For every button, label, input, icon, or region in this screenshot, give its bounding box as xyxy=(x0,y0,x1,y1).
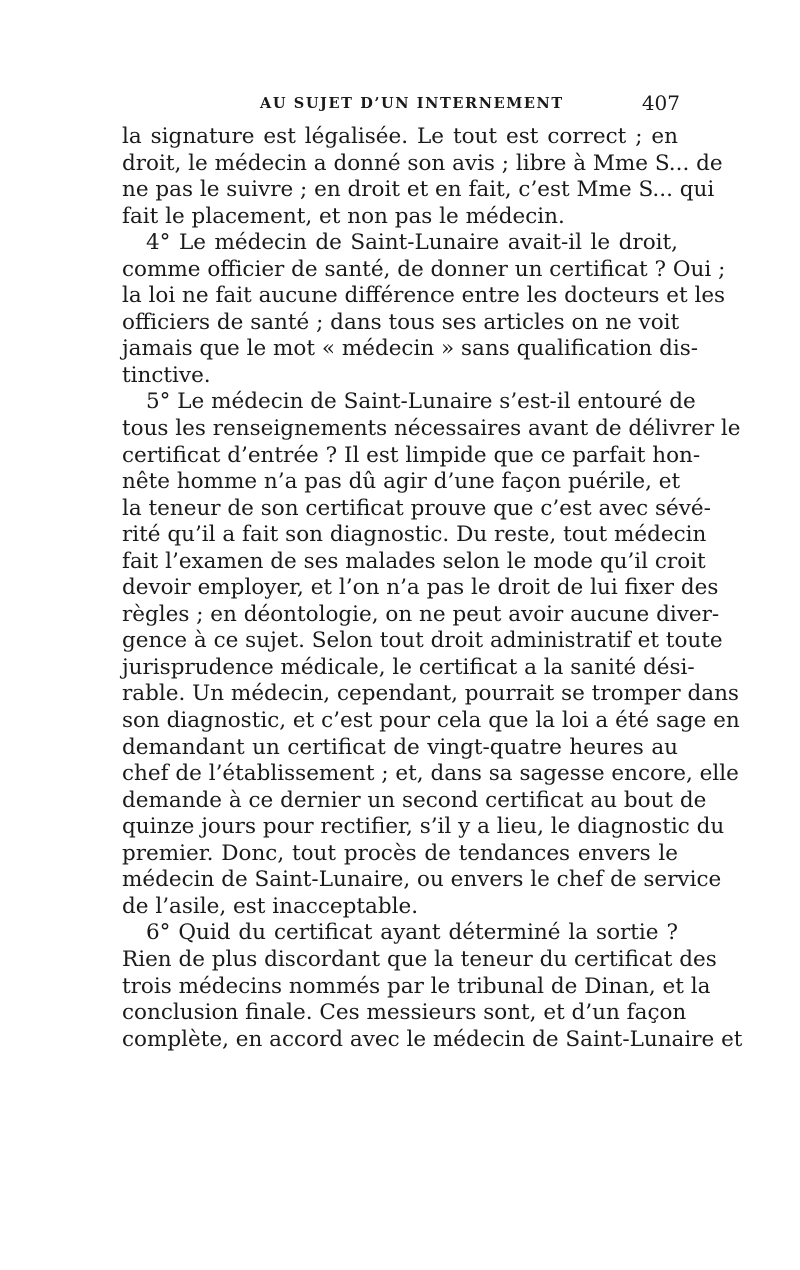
text-line: de l’asile, est inacceptable. xyxy=(122,893,419,919)
text-line: 4° Le médecin de Saint-Lunaire avait-il le droit, xyxy=(146,230,678,256)
text-line: certificat d’entrée ? Il est limpide que ce parfait hon- xyxy=(122,442,701,468)
text-line: conclusion finale. Ces messieurs sont, et d’un façon xyxy=(122,1000,687,1026)
text-line: quinze jours pour rectifier, s’il y a lieu, le diagnostic du xyxy=(122,814,725,840)
text-line: demande à ce dernier un second certificat au bout de xyxy=(122,787,707,813)
text-line: nête homme n’a pas dû agir d’une façon puérile, et xyxy=(122,469,681,495)
text-line: la signature est légalisée. Le tout est correct ; en xyxy=(122,124,678,149)
text-line: jurisprudence médicale, le certificat a la sanité dési- xyxy=(122,654,695,680)
text-line: droit, le médecin a donné son avis ; libre à Mme S... de xyxy=(122,150,723,176)
text-line: 6° Quid du certificat ayant déterminé la sortie ? xyxy=(146,920,678,946)
text-line: la teneur de son certificat prouve que c’est avec sévé- xyxy=(122,495,711,521)
text-line: tinctive. xyxy=(122,362,211,388)
text-line: complète, en accord avec le médecin de Saint-Lunaire et xyxy=(122,1026,743,1052)
text-line: comme officier de santé, de donner un certificat ? Oui ; xyxy=(122,256,726,282)
text-line: Rien de plus discordant que la teneur du certificat des xyxy=(122,946,717,972)
text-line: fait le placement, et non pas le médecin. xyxy=(122,203,565,229)
text-line: ne pas le suivre ; en droit et en fait, c’est Mme S... qui xyxy=(122,177,715,203)
text-line: 5° Le médecin de Saint-Lunaire s’est-il entouré de xyxy=(146,389,696,415)
text-line: la loi ne fait aucune différence entre les docteurs et les xyxy=(122,283,726,309)
text-line: rable. Un médecin, cependant, pourrait se tromper dans xyxy=(122,681,739,707)
page-number: 407 xyxy=(641,91,680,115)
text-line: médecin de Saint-Lunaire, ou envers le chef de service xyxy=(122,867,722,893)
text-line: jamais que le mot « médecin » sans qualification dis- xyxy=(122,336,699,362)
running-title: AU SUJET D’UN INTERNEMENT xyxy=(260,95,564,112)
text-line: gence à ce sujet. Selon tout droit administratif et toute xyxy=(122,628,723,654)
text-line: demandant un certificat de vingt-quatre heures au xyxy=(122,734,678,760)
text-line: devoir employer, et l’on n’a pas le droit de lui fixer des xyxy=(122,575,719,601)
text-line: tous les renseignements nécessaires avant de délivrer le xyxy=(122,416,741,442)
text-line: fait l’examen de ses malades selon le mode qu’il croit xyxy=(122,548,706,574)
text-line: chef de l’établissement ; et, dans sa sagesse encore, elle xyxy=(122,761,739,787)
running-head xyxy=(122,93,680,119)
text-line: trois médecins nommés par le tribunal de Dinan, et la xyxy=(122,973,711,999)
body-text xyxy=(122,124,743,1053)
text-line: premier. Donc, tout procès de tendances envers le xyxy=(122,840,678,866)
text-line: officiers de santé ; dans tous ses articles on ne voit xyxy=(122,309,680,335)
text-line: règles ; en déontologie, on ne peut avoir aucune diver- xyxy=(122,601,720,627)
text-line: rité qu’il a fait son diagnostic. Du reste, tout médecin xyxy=(122,522,707,548)
text-line: son diagnostic, et c’est pour cela que la loi a été sage en xyxy=(122,708,740,734)
